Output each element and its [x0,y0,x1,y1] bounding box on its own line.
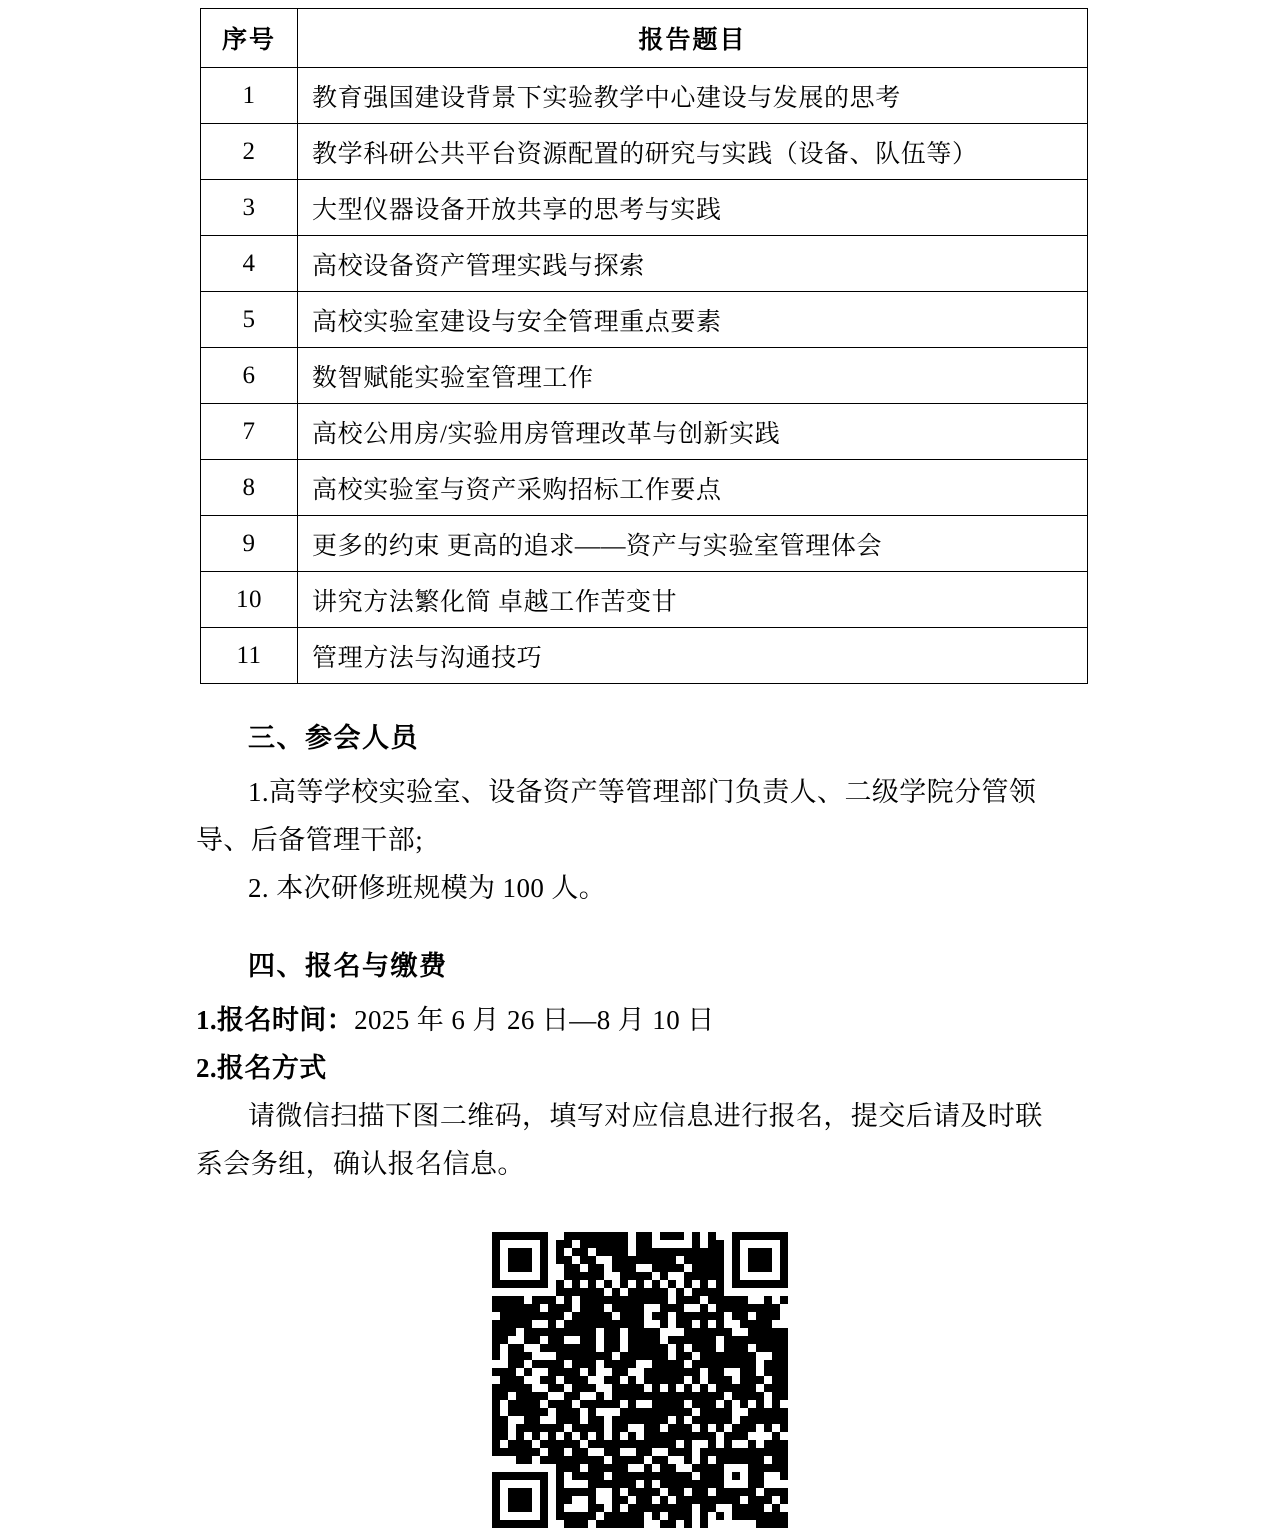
row-title: 讲究方法繁化简 卓越工作苦变甘 [298,572,1088,628]
row-title: 高校公用房/实验用房管理改革与创新实践 [298,404,1088,460]
row-no: 6 [201,348,298,404]
table-row [201,124,1088,180]
registration-qr-code[interactable] [492,1232,788,1528]
participants-item-2: 2. 本次研修班规模为 100 人。 [248,873,607,904]
report-table-wrapper [0,0,1280,684]
registration-note-line-2: 系会务组，确认报名信息。 [196,1149,525,1180]
section-heading-participants: 三、参会人员 [248,723,419,753]
row-no: 5 [201,292,298,348]
table-row [201,292,1088,348]
row-no: 3 [201,180,298,236]
registration-note-line-1: 请微信扫描下图二维码，填写对应信息进行报名，提交后请及时联 [248,1101,1043,1132]
row-no: 2 [201,124,298,180]
table-row [201,404,1088,460]
document-body [196,714,1084,1188]
table-row [201,180,1088,236]
row-title: 大型仪器设备开放共享的思考与实践 [298,180,1088,236]
table-row [201,68,1088,124]
row-no: 8 [201,460,298,516]
row-title: 数智赋能实验室管理工作 [298,348,1088,404]
table-row [201,572,1088,628]
row-title: 更多的约束 更高的追求——资产与实验室管理体会 [298,516,1088,572]
table-row [201,516,1088,572]
participants-item-1: 1.高等学校实验室、设备资产等管理部门负责人、二级学院分管领 [248,777,1037,808]
registration-method-label: 2.报名方式 [196,1053,327,1084]
row-no: 9 [201,516,298,572]
row-title: 高校设备资产管理实践与探索 [298,236,1088,292]
table-row [201,348,1088,404]
table-row [201,236,1088,292]
table-header-row [201,9,1088,68]
row-title: 管理方法与沟通技巧 [298,628,1088,684]
row-no: 7 [201,404,298,460]
table-row [201,628,1088,684]
row-no: 1 [201,68,298,124]
row-title: 高校实验室与资产采购招标工作要点 [298,460,1088,516]
row-no: 10 [201,572,298,628]
row-title: 教学科研公共平台资源配置的研究与实践（设备、队伍等） [298,124,1088,180]
table-row [201,460,1088,516]
qr-code-area [0,1232,1280,1528]
table-body [201,68,1088,684]
row-title: 高校实验室建设与安全管理重点要素 [298,292,1088,348]
registration-time-value: 2025 年 6 月 26 日—8 月 10 日 [354,1005,715,1036]
section-heading-registration: 四、报名与缴费 [248,951,448,982]
registration-time-label: 1.报名时间： [196,1005,355,1036]
table-header [201,9,1088,68]
row-title: 教育强国建设背景下实验教学中心建设与发展的思考 [298,68,1088,124]
header-cell-title: 报告题目 [298,9,1088,68]
report-topics-table [200,8,1088,684]
row-no: 11 [201,628,298,684]
row-no: 4 [201,236,298,292]
participants-item-1-continued: 导、后备管理干部; [196,825,424,856]
header-cell-no: 序号 [201,9,298,68]
registration-time-line [196,996,1084,1044]
